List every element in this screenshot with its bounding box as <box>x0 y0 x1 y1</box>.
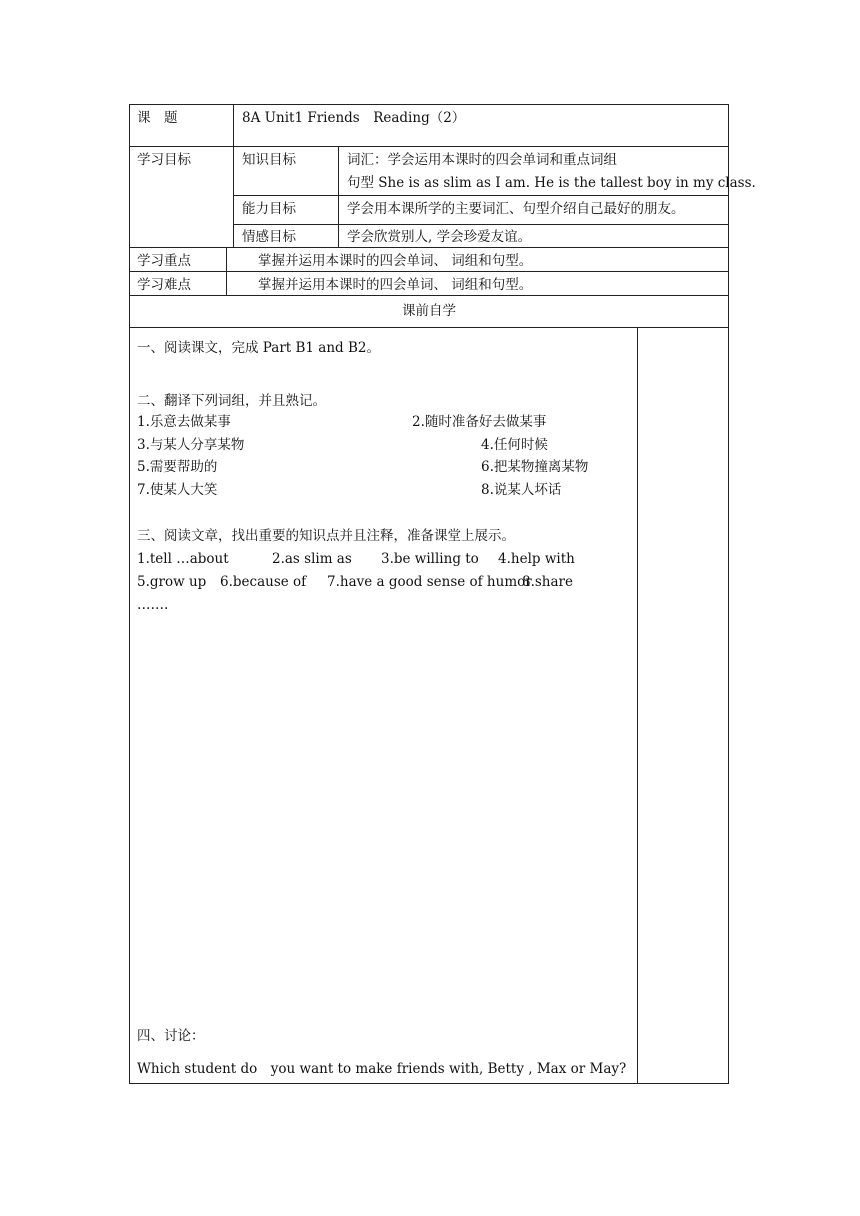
ability-goal-text: 学会用本课所学的主要词汇、句型介绍自己最好的朋友。 <box>347 201 685 217</box>
key-points-text: 掌握并运用本课时的四会单词、 词组和句型。 <box>258 253 533 269</box>
list-item: 3.与某人分享某物 <box>137 437 245 453</box>
section1-text: 一、阅读课文，完成 Part B1 and B2。 <box>137 340 380 356</box>
list-item: 7.使某人大笑 <box>137 482 218 498</box>
emotion-goal-text: 学会欣赏别人, 学会珍爱友谊。 <box>347 229 532 245</box>
knowledge-goal-line1: 词汇：学会运用本课时的四会单词和重点词组 <box>347 152 617 168</box>
difficult-points-text: 掌握并运用本课时的四会单词、 词组和句型。 <box>258 277 533 293</box>
list-item: 5.需要帮助的 <box>137 459 218 475</box>
list-item: 1.乐意去做某事 <box>137 414 231 430</box>
knowledge-goal-label: 知识目标 <box>242 152 296 168</box>
list-item: 3.be willing to <box>381 551 479 567</box>
difficult-points-label: 学习难点 <box>137 277 191 293</box>
section4-title: 四、讨论： <box>137 1028 205 1044</box>
list-item: 7.have a good sense of humor <box>327 574 532 590</box>
objectives-label: 学习目标 <box>137 152 191 168</box>
list-item: 4.help with <box>498 551 575 567</box>
section2-title: 二、翻译下列词组，并且熟记。 <box>137 393 326 409</box>
list-item: 8.share <box>522 574 573 590</box>
list-item: 8.说某人坏话 <box>481 482 562 498</box>
preview-title: 课前自学 <box>402 303 456 319</box>
list-item: 2.as slim as <box>272 551 352 567</box>
list-item: 6.because of <box>220 574 307 590</box>
list-item: 5.grow up <box>137 574 207 590</box>
list-item: 1.tell …about <box>137 551 229 567</box>
section3-ellipsis: ……. <box>137 597 169 613</box>
section4-question: Which student do you want to make friends with, Betty , Max or May? <box>137 1061 627 1077</box>
key-points-label: 学习重点 <box>137 253 191 269</box>
list-item: 6.把某物撞离某物 <box>481 459 589 475</box>
ability-goal-label: 能力目标 <box>242 201 296 217</box>
topic-label: 课 题 <box>137 110 178 126</box>
section3-title: 三、阅读文章，找出重要的知识点并且注释，准备课堂上展示。 <box>137 528 515 544</box>
knowledge-goal-line2: 句型 She is as slim as I am. He is the tallest boy in my class. <box>347 175 756 191</box>
topic-value: 8A Unit1 Friends Reading（2） <box>242 110 466 126</box>
list-item: 2.随时准备好去做某事 <box>412 414 547 430</box>
emotion-goal-label: 情感目标 <box>242 229 296 245</box>
list-item: 4.任何时候 <box>481 437 548 453</box>
